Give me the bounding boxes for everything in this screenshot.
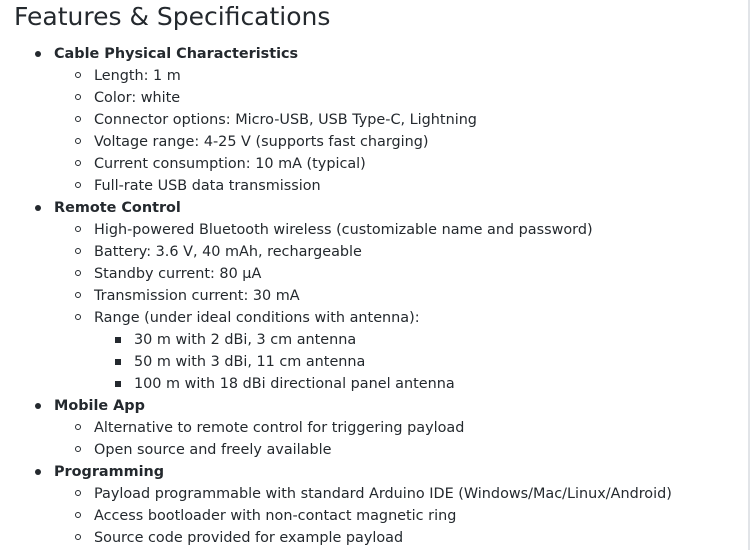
sub-list-item — [0, 373, 672, 395]
list-item-text: Voltage range: 4-25 V (supports fast charging) — [94, 134, 429, 150]
list-item-text: Payload programmable with standard Arduino IDE (Windows/Mac/Linux/Android) — [94, 486, 672, 502]
list-item — [0, 417, 672, 439]
list-item-text: 30 m with 2 dBi, 3 cm antenna — [134, 332, 357, 348]
circle-bullet-icon — [75, 512, 81, 518]
list-item — [0, 109, 672, 131]
circle-bullet-icon — [75, 182, 81, 188]
list-item-text: Range (under ideal conditions with antenna): — [94, 310, 420, 326]
list-item — [0, 87, 672, 109]
list-item-text: 100 m with 18 dBi directional panel antenna — [134, 376, 455, 392]
circle-bullet-icon — [75, 446, 81, 452]
circle-bullet-icon — [75, 248, 81, 254]
circle-bullet-icon — [75, 94, 81, 100]
list-item — [0, 65, 672, 87]
list-item-text: Source code provided for example payload — [94, 530, 404, 546]
circle-bullet-icon — [75, 490, 81, 496]
circle-bullet-icon — [75, 138, 81, 144]
list-item — [0, 527, 672, 549]
circle-bullet-icon — [75, 160, 81, 166]
list-item-text: Length: 1 m — [94, 68, 181, 84]
square-bullet-icon — [115, 337, 121, 343]
list-item-text: Standby current: 80 μA — [94, 266, 262, 282]
circle-bullet-icon — [75, 226, 81, 232]
list-item-text: High-powered Bluetooth wireless (customizable name and password) — [94, 222, 593, 238]
list-item — [0, 483, 672, 505]
disc-bullet-icon — [35, 469, 41, 475]
list-item — [0, 307, 672, 329]
list-item — [0, 285, 672, 307]
disc-bullet-icon — [35, 51, 41, 57]
list-item-text: Full-rate USB data transmission — [94, 178, 321, 194]
square-bullet-icon — [115, 381, 121, 387]
page-heading: Features & Specifications — [14, 2, 331, 31]
features-list — [0, 43, 672, 549]
circle-bullet-icon — [75, 424, 81, 430]
circle-bullet-icon — [75, 292, 81, 298]
section-label: Mobile App — [54, 398, 145, 414]
list-item-text: Alternative to remote control for triggering payload — [94, 420, 465, 436]
sub-list-item — [0, 329, 672, 351]
section-title-mobile-app — [0, 395, 672, 417]
section-label: Programming — [54, 464, 165, 480]
section-title-programming — [0, 461, 672, 483]
circle-bullet-icon — [75, 72, 81, 78]
circle-bullet-icon — [75, 534, 81, 540]
list-item — [0, 219, 672, 241]
sub-list-item — [0, 351, 672, 373]
list-item — [0, 131, 672, 153]
disc-bullet-icon — [35, 205, 41, 211]
square-bullet-icon — [115, 359, 121, 365]
list-item-text: Connector options: Micro-USB, USB Type-C, Lightning — [94, 112, 477, 128]
list-item — [0, 241, 672, 263]
section-title-cable — [0, 43, 672, 65]
list-item-text: Access bootloader with non-contact magnetic ring — [94, 508, 457, 524]
list-item — [0, 505, 672, 527]
circle-bullet-icon — [75, 116, 81, 122]
list-item — [0, 175, 672, 197]
list-item-text: 50 m with 3 dBi, 11 cm antenna — [134, 354, 366, 370]
circle-bullet-icon — [75, 314, 81, 320]
list-item-text: Color: white — [94, 90, 181, 106]
list-item-text: Battery: 3.6 V, 40 mAh, rechargeable — [94, 244, 362, 260]
list-item — [0, 263, 672, 285]
list-item — [0, 153, 672, 175]
list-item — [0, 439, 672, 461]
list-item-text: Current consumption: 10 mA (typical) — [94, 156, 366, 172]
circle-bullet-icon — [75, 270, 81, 276]
section-label: Remote Control — [54, 200, 181, 216]
section-title-remote-control — [0, 197, 672, 219]
list-item-text: Transmission current: 30 mA — [94, 288, 300, 304]
section-label: Cable Physical Characteristics — [54, 46, 299, 62]
disc-bullet-icon — [35, 403, 41, 409]
list-item-text: Open source and freely available — [94, 442, 332, 458]
